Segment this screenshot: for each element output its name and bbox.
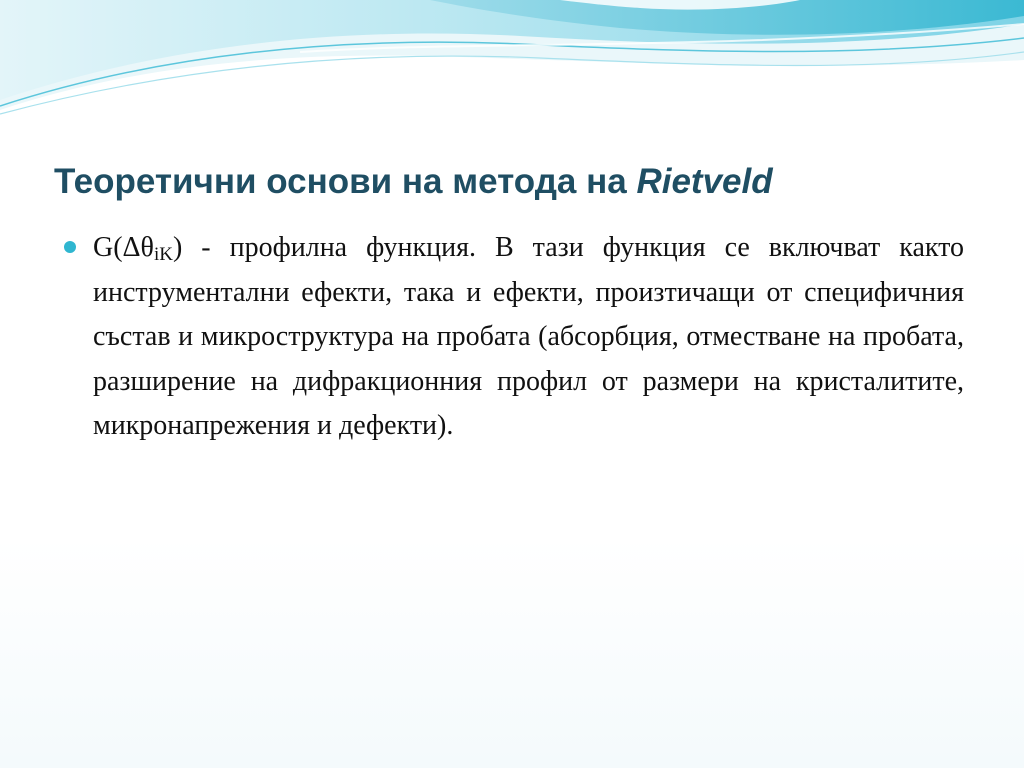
header-wave-decoration: [0, 0, 1024, 130]
slide-content: [64, 226, 964, 449]
bullet-text: - профилна функция. В тази функция се включват както инструментални ефекти, така и ефекти, произтичащи от специфичния състав и микроструктура на пробата (абсорбция, отместване на пробата, разширение на дифракционния профил от размери на кристалитите, микронапрежения и дефекти).: [93, 232, 964, 441]
slide-title-main: Теоретични основи на метода на: [54, 162, 637, 201]
formula-subscript: iK: [153, 244, 173, 265]
bullet-item: [64, 226, 964, 449]
formula-prefix: G(Δθ: [93, 232, 154, 263]
formula-suffix: ): [172, 232, 183, 263]
slide-title: [54, 152, 994, 212]
slide-title-emphasis: Rietveld: [636, 162, 773, 201]
bullet-marker-icon: [64, 241, 76, 253]
